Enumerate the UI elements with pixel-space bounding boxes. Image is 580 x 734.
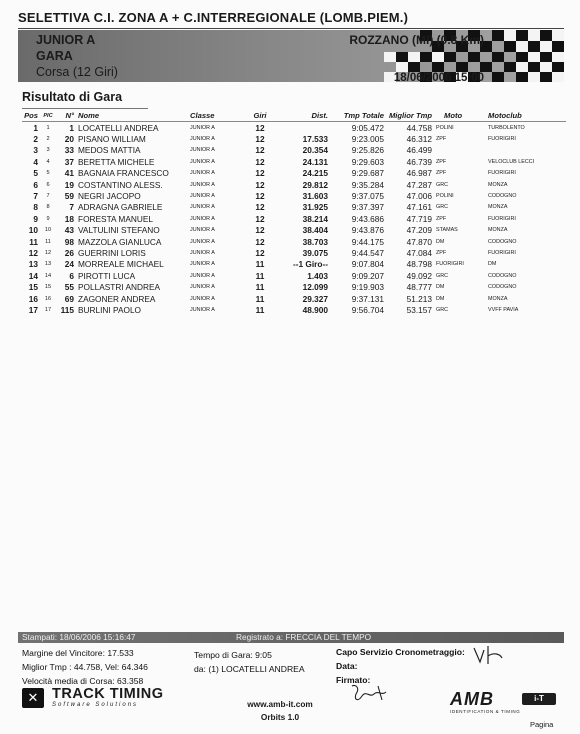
cell-num: 98 — [64, 236, 74, 247]
session-label: GARA — [36, 49, 73, 63]
cell-club: FUORIGIRI — [488, 215, 516, 222]
amb-logo — [450, 689, 560, 713]
cell-giri: 12 — [255, 213, 265, 224]
cell-club: FUORIGIRI — [488, 249, 516, 256]
cell-nome: PIROTTI LUCA — [78, 270, 136, 281]
cell-nome: NEGRI JACOPO — [78, 191, 141, 202]
cell-club: DM — [488, 261, 497, 268]
cell-mig: 47.287 — [406, 179, 432, 190]
cell-classe: JUNIOR A — [190, 295, 215, 302]
cell-club: MONZA — [488, 181, 508, 188]
cell-dist: 24.215 — [302, 168, 328, 179]
cell-pos: 1 — [33, 122, 38, 133]
cell-pos: 14 — [28, 270, 38, 281]
cell-moto: ZPF — [436, 215, 447, 222]
cell-mig: 49.092 — [406, 270, 432, 281]
cell-giri: 12 — [255, 202, 265, 213]
cell-classe: JUNIOR A — [190, 238, 215, 245]
cell-moto: DM — [436, 284, 445, 291]
cell-tmp: 9:44.175 — [351, 236, 384, 247]
cell-mig: 51.213 — [406, 293, 432, 304]
cell-club: FUORIGIRI — [488, 136, 516, 143]
cell-dist — [276, 122, 330, 134]
cell-club: MONZA — [488, 227, 508, 234]
cell-pic: 9 — [46, 215, 50, 222]
cell-club — [486, 145, 566, 156]
table-row — [22, 236, 566, 247]
cell-mig: 44.758 — [406, 122, 432, 133]
col-laps: Giri — [244, 110, 276, 122]
track-timing-mark-icon: ✕ — [22, 688, 44, 708]
cell-mig: 46.499 — [406, 145, 432, 156]
race-time: Tempo di Gara: 9:05 — [194, 650, 272, 660]
cell-nome: MORREALE MICHAEL — [78, 259, 164, 270]
cell-num: 33 — [64, 145, 74, 156]
col-pos: Pos — [22, 110, 40, 122]
cell-moto: ZPF — [436, 170, 447, 177]
cell-dist: 17.533 — [302, 134, 328, 145]
cell-pos: 11 — [29, 236, 38, 247]
cell-giri: 11 — [255, 282, 265, 293]
cell-dist: 20.354 — [302, 145, 328, 156]
cell-nome: BURLINI PAOLO — [78, 304, 142, 315]
cell-num: 18 — [64, 213, 74, 224]
cell-moto: STAMAS — [436, 227, 458, 234]
cell-giri: 11 — [255, 259, 265, 270]
cell-classe: JUNIOR A — [190, 181, 215, 188]
winner-margin: Margine del Vincitore: 17.533 — [22, 648, 134, 658]
cell-tmp: 9:37.397 — [351, 202, 384, 213]
cell-tmp: 9:23.005 — [351, 134, 384, 145]
cell-mig: 53.157 — [406, 304, 432, 315]
cell-classe: JUNIOR A — [190, 249, 215, 256]
table-row — [22, 145, 566, 156]
avg-speed-stat: Velocità media di Corsa: 63.358 — [22, 676, 144, 686]
cell-giri: 12 — [255, 236, 265, 247]
cell-tmp: 9:05.472 — [351, 122, 384, 133]
cell-tmp: 9:43.876 — [351, 225, 384, 236]
cell-nome: LOCATELLI ANDREA — [78, 122, 159, 133]
cell-nome: VALTULINI STEFANO — [78, 225, 160, 236]
race-laps-label: Corsa (12 Giri) — [36, 65, 118, 79]
cell-giri: 11 — [255, 293, 265, 304]
cell-dist: 38.703 — [302, 236, 328, 247]
cell-dist: 48.900 — [302, 304, 328, 315]
cell-club: VELOCLUB LECCI — [488, 158, 535, 165]
table-row — [22, 133, 566, 144]
table-row — [22, 247, 566, 258]
handwritten-signature-2 — [348, 682, 396, 706]
cell-dist: 38.404 — [302, 225, 328, 236]
results-heading: Risultato di Gara — [22, 90, 148, 109]
signed-label: Firmato: — [336, 675, 371, 685]
cell-pos: 9 — [33, 213, 38, 224]
cell-pic: 2 — [46, 136, 50, 143]
race-header-band — [18, 30, 564, 82]
table-row — [22, 213, 566, 224]
cell-moto: GRC — [436, 272, 448, 279]
cell-club: MONZA — [488, 295, 508, 302]
cell-tmp: 9:29.603 — [351, 156, 384, 167]
race-info — [36, 32, 118, 80]
cell-nome: FORESTA MANUEL — [78, 213, 153, 224]
cell-nome: COSTANTINO ALESS. — [78, 179, 163, 190]
registered-to: Registrato a: FRECCIA DEL TEMPO — [236, 632, 372, 642]
cell-moto: DM — [436, 295, 445, 302]
cell-moto: ZPF — [436, 249, 447, 256]
cell-tmp: 9:44.547 — [351, 247, 384, 258]
cell-pos: 15 — [28, 282, 38, 293]
cell-dist: 1.403 — [307, 270, 328, 281]
cell-moto — [434, 145, 486, 156]
cell-pic: 17 — [44, 306, 52, 313]
cell-pic: 13 — [44, 261, 52, 268]
cell-pic: 16 — [44, 295, 52, 302]
race-time-info — [194, 648, 305, 676]
cell-classe: JUNIOR A — [190, 227, 215, 234]
cell-mig: 48.777 — [406, 282, 432, 293]
best-lap-stat: Miglior Tmp : 44.758, Vel: 64.346 — [22, 662, 148, 672]
race-datetime: 18/06/2006 15:00 — [393, 72, 484, 82]
cell-moto: DM — [436, 238, 445, 245]
cell-tmp: 9:56.704 — [351, 304, 384, 315]
cell-nome: ZAGONER ANDREA — [78, 293, 156, 304]
cell-moto: FUORIGIRI — [436, 261, 464, 268]
col-gap: Dist. — [276, 110, 330, 122]
table-row — [22, 304, 566, 315]
cell-classe: JUNIOR A — [190, 261, 215, 268]
cell-giri: 12 — [255, 179, 265, 190]
software-info — [226, 698, 334, 724]
cell-tmp: 9:29.687 — [351, 168, 384, 179]
cell-club: CODOGNO — [488, 272, 517, 279]
col-number: N° — [56, 110, 76, 122]
track-timing-logo — [22, 686, 222, 712]
cell-pos: 8 — [33, 202, 38, 213]
cell-club: VVFF PAVIA — [488, 306, 519, 313]
cell-nome: BAGNAIA FRANCESCO — [78, 168, 169, 179]
cell-nome: ADRAGNA GABRIELE — [78, 202, 163, 213]
category-label: JUNIOR A — [36, 33, 96, 47]
date-label: Data: — [336, 661, 358, 671]
cell-moto: ZPF — [436, 158, 447, 165]
cell-num: 115 — [60, 304, 74, 315]
table-row — [22, 168, 566, 179]
cell-club: CODOGNO — [488, 284, 517, 291]
cell-pos: 3 — [33, 145, 38, 156]
cell-tmp: 9:19.903 — [351, 282, 384, 293]
cell-pic: 3 — [46, 147, 50, 154]
cell-classe: JUNIOR A — [190, 204, 215, 211]
cell-tmp: 9:07.804 — [351, 259, 384, 270]
cell-nome: GUERRINI LORIS — [78, 247, 146, 258]
event-title: SELETTIVA C.I. ZONA A + C.INTERREGIONALE (LOMB.PIEM.) — [18, 10, 564, 29]
cell-classe: JUNIOR A — [190, 158, 215, 165]
cell-dist: 39.075 — [302, 247, 328, 258]
cell-classe: JUNIOR A — [190, 306, 215, 313]
cell-pos: 2 — [33, 134, 38, 145]
cell-moto: POLINI — [436, 193, 454, 200]
col-pic: PIC — [40, 110, 56, 122]
cell-classe: JUNIOR A — [190, 284, 215, 291]
table-row — [22, 281, 566, 292]
cell-mig: 47.870 — [406, 236, 432, 247]
handwritten-signature-1 — [470, 642, 510, 668]
cell-dist: --1 Giro-- — [292, 259, 328, 270]
col-class: Classe — [188, 110, 244, 122]
race-time-by: da: (1) LOCATELLI ANDREA — [194, 664, 305, 674]
cell-pic: 7 — [46, 193, 50, 200]
cell-mig: 46.312 — [406, 134, 432, 145]
table-row — [22, 293, 566, 304]
results-body — [22, 122, 566, 316]
cell-num: 41 — [64, 168, 74, 179]
cell-classe: JUNIOR A — [190, 272, 215, 279]
cell-dist: 38.214 — [302, 213, 328, 224]
cell-giri: 12 — [255, 247, 265, 258]
cell-pos: 17 — [28, 304, 38, 315]
page-label: Pagina — [530, 720, 554, 729]
cell-giri: 12 — [255, 122, 265, 133]
cell-nome: MAZZOLA GIANLUCA — [78, 236, 162, 247]
cell-pos: 4 — [33, 156, 38, 167]
cell-mig: 47.719 — [406, 213, 432, 224]
cell-classe: JUNIOR A — [190, 193, 215, 200]
cell-nome: PISANO WILLIAM — [78, 134, 146, 145]
cell-club: CODOGNO — [488, 193, 517, 200]
cell-dist: 12.099 — [302, 282, 328, 293]
cell-giri: 12 — [255, 145, 265, 156]
cell-giri: 12 — [255, 225, 265, 236]
venue-label: ROZZANO (MI) (0.8 Km) — [349, 33, 484, 47]
cell-num: 37 — [64, 156, 74, 167]
cell-classe: JUNIOR A — [190, 170, 215, 177]
cell-tmp: 9:37.075 — [351, 191, 384, 202]
cell-moto: GRC — [436, 181, 448, 188]
results-table — [22, 110, 566, 316]
cell-pic: 1 — [46, 124, 50, 131]
software-version: Orbits 1.0 — [260, 712, 300, 722]
cell-giri: 12 — [255, 156, 265, 167]
cell-tmp: 9:35.284 — [351, 179, 384, 190]
cell-pic: 4 — [46, 158, 50, 165]
cell-dist: 24.131 — [302, 156, 328, 167]
cell-num: 19 — [64, 179, 74, 190]
cell-pic: 8 — [46, 204, 50, 211]
cell-dist: 29.327 — [302, 293, 328, 304]
cell-nome: POLLASTRI ANDREA — [78, 282, 161, 293]
cell-pos: 13 — [28, 259, 38, 270]
amb-wordmark: AMB — [450, 689, 494, 709]
cell-pos: 16 — [28, 293, 38, 304]
cell-num: 6 — [69, 270, 74, 281]
cell-nome: MEDOS MATTIA — [78, 145, 141, 156]
cell-pic: 12 — [44, 249, 52, 256]
cell-giri: 12 — [255, 168, 265, 179]
cell-dist: 31.925 — [302, 202, 328, 213]
cell-club: MONZA — [488, 204, 508, 211]
amb-subtitle: IDENTIFICATION & TIMING — [450, 709, 521, 714]
website-label: www.amb-it.com — [247, 699, 313, 709]
race-stats — [22, 646, 148, 688]
cell-club: FUORIGIRI — [488, 170, 516, 177]
cell-mig: 47.006 — [406, 191, 432, 202]
cell-num: 1 — [69, 122, 74, 133]
cell-moto: GRC — [436, 204, 448, 211]
track-timing-name: TRACK TIMING — [52, 686, 164, 702]
cell-pos: 5 — [33, 168, 38, 179]
cell-classe: JUNIOR A — [190, 147, 215, 154]
col-total-time: Tmp Totale — [330, 110, 386, 122]
cell-pic: 6 — [46, 181, 50, 188]
chief-timekeeper-label: Capo Servizio Cronometraggio: — [336, 647, 465, 657]
col-club: Motoclub — [486, 110, 566, 122]
cell-moto: GRC — [436, 306, 448, 313]
cell-dist: 29.812 — [302, 179, 328, 190]
table-row — [22, 202, 566, 213]
cell-club: CODOGNO — [488, 238, 517, 245]
cell-giri: 11 — [255, 270, 265, 281]
cell-num: 59 — [64, 191, 74, 202]
printed-timestamp: Stampati: 18/06/2006 15:16:47 — [22, 632, 136, 642]
cell-tmp: 9:25.826 — [351, 145, 384, 156]
cell-giri: 12 — [255, 191, 265, 202]
cell-num: 43 — [64, 225, 74, 236]
cell-pos: 7 — [33, 191, 38, 202]
cell-classe: JUNIOR A — [190, 136, 215, 143]
cell-num: 7 — [69, 202, 74, 213]
cell-dist: 31.603 — [302, 191, 328, 202]
table-row — [22, 270, 566, 281]
cell-moto: POLINI — [436, 124, 454, 131]
cell-pic: 15 — [44, 284, 52, 291]
cell-classe: JUNIOR A — [190, 215, 215, 222]
cell-num: 20 — [64, 134, 74, 145]
col-best-lap: Miglior Tmp — [386, 110, 434, 122]
table-row — [22, 259, 566, 270]
col-bike: Moto — [434, 110, 486, 122]
table-row — [22, 122, 566, 134]
cell-tmp: 9:37.131 — [351, 293, 384, 304]
table-row — [22, 225, 566, 236]
cell-pos: 6 — [33, 179, 38, 190]
cell-pic: 10 — [44, 227, 52, 234]
cell-mig: 47.209 — [406, 225, 432, 236]
cell-mig: 46.987 — [406, 168, 432, 179]
cell-tmp: 9:43.686 — [351, 213, 384, 224]
cell-club: TURBOLENTO — [488, 124, 525, 131]
cell-pic: 11 — [45, 238, 51, 245]
cell-mig: 46.739 — [406, 156, 432, 167]
cell-mig: 48.798 — [406, 259, 432, 270]
table-row — [22, 179, 566, 190]
cell-mig: 47.084 — [406, 247, 432, 258]
cell-num: 69 — [64, 293, 74, 304]
cell-tmp: 9:09.207 — [351, 270, 384, 281]
venue-info — [348, 32, 484, 82]
cell-nome: BERETTA MICHELE — [78, 156, 155, 167]
cell-num: 26 — [64, 247, 74, 258]
track-timing-sub: Software Solutions — [52, 702, 139, 708]
cell-num: 24 — [64, 259, 74, 270]
amb-it-tag: i-T — [522, 693, 556, 705]
signature-block — [336, 645, 465, 687]
cell-pos: 12 — [28, 247, 38, 258]
cell-num: 55 — [64, 282, 74, 293]
table-row — [22, 156, 566, 167]
table-row — [22, 190, 566, 201]
cell-giri: 11 — [255, 304, 265, 315]
cell-giri: 12 — [255, 134, 265, 145]
cell-classe: JUNIOR A — [190, 124, 215, 131]
results-header-row — [22, 110, 566, 122]
cell-pic: 5 — [46, 170, 50, 177]
cell-moto: ZPF — [436, 136, 447, 143]
cell-pos: 10 — [28, 225, 38, 236]
col-name: Nome — [76, 110, 188, 122]
cell-mig: 47.161 — [406, 202, 432, 213]
cell-pic: 14 — [44, 272, 52, 279]
